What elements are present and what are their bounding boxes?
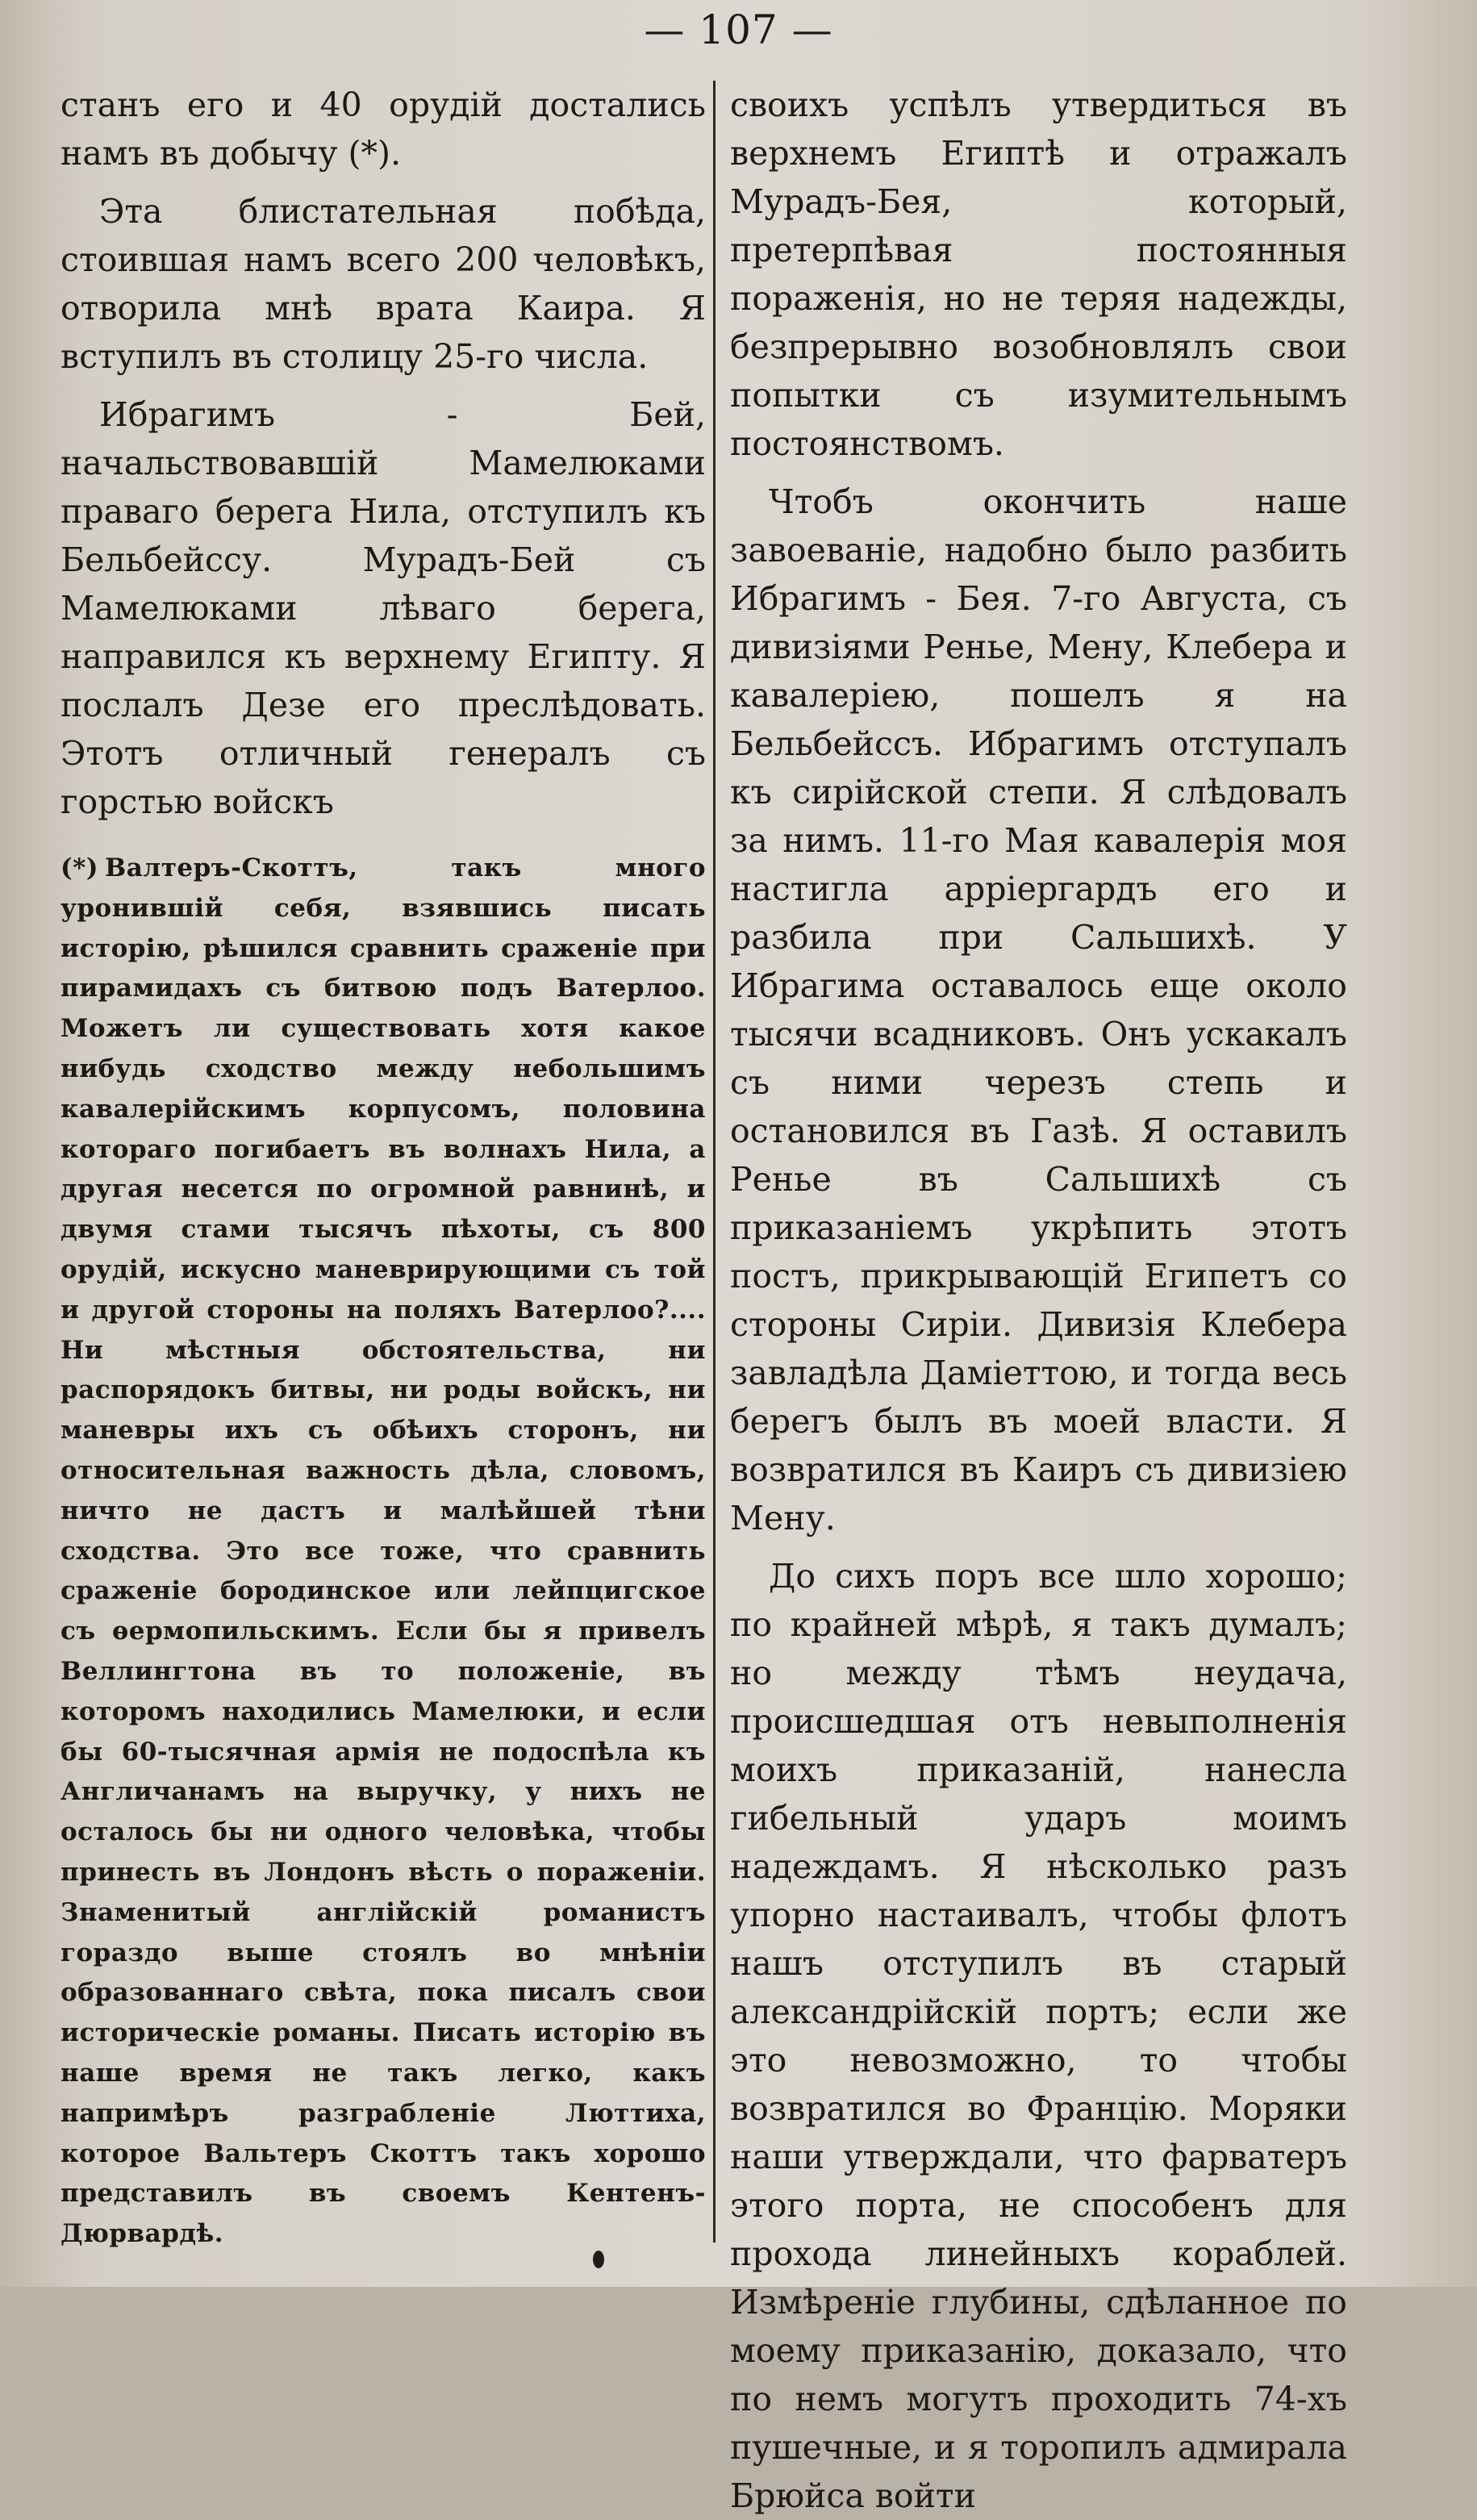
footnote-text: Валтеръ-Скоттъ, такъ много уронившій себя, взявшись писать исторію, рѣшился сравнить сраженіе при пирамидахъ съ битвою подъ Ватерлоо. Можетъ ли существовать хотя какое нибудь сходство между небольшимъ кавалерійскимъ корпусомъ, половина котораго погибаетъ въ волнахъ Нила, а другая несется по огромной равнинѣ, и двумя стами тысячъ пѣхоты, съ 800 орудій, искусно маневрирующими съ той и другой стороны на поляхъ Ватерлоо?.... Ни мѣстныя обстоятельства, ни распорядокъ битвы, ни роды войскъ, ни маневры ихъ съ обѣихъ сторонъ, ни относительная важность дѣла, словомъ, ничто не дастъ и малѣйшей тѣни сходства. Это все тоже, что сравнить сраженіе бородинское или лейпцигское съ ѳермопильскимъ. Если бы я привелъ Веллингтона въ то положеніе, въ которомъ находились Мамелюки, и если бы 60-тысячная армія не подоспѣла къ Англичанамъ на выручку, у нихъ не осталось бы ни одного человѣка, чтобы принесть въ Лондонъ вѣсть о пораженіи. Знаменитый англійскій романистъ гораздо выше стоялъ во мнѣніи образованнаго свѣта, пока писалъ свои историческіе романы. Писать исторію въ наше время не такъ легко, какъ напримѣръ разграбленіе Люттиха, которое Вальтеръ Скоттъ такъ хорошо представилъ въ своемъ Кентенъ-Дюрвардѣ. [60, 853, 706, 2249]
ink-speck [593, 2251, 604, 2268]
footnote-mark: (*) [60, 853, 99, 882]
footnote [60, 849, 706, 2255]
page-number: — 107 — [644, 6, 833, 53]
paragraph: Ибрагимъ - Бей, начальствовавшій Мамелюками праваго берега Нила, отступилъ къ Бельбейссу. Мурадъ-Бей съ Мамелюками лѣваго берега, направился къ верхнему Египту. Я послалъ Дезе его преслѣдовать. Этотъ отличный генералъ съ горстью войскъ [60, 395, 706, 821]
right-column [730, 81, 1347, 2520]
column-divider [713, 81, 716, 2243]
paragraph: Эта блистательная побѣда, стоившая намъ всего 200 человѣкъ, отворила мнѣ врата Каира. Я вступилъ въ столицу 25-го числа. [60, 192, 706, 376]
paragraph: Чтобъ окончить наше завоеваніе, надобно было разбить Ибрагимъ - Бея. 7-го Августа, съ дивизіями Ренье, Мену, Клебера и кавалеріею, пошелъ я на Бельбейссъ. Ибрагимъ отступалъ къ сирійской степи. Я слѣдовалъ за нимъ. 11-го Мая кавалерія моя настигла арріергардъ его и разбила при Сальшихѣ. У Ибрагима оставалось еще около тысячи всадниковъ. Онъ ускакалъ съ ними черезъ степь и остановился въ Газѣ. Я оставилъ Ренье въ Сальшихѣ съ приказаніемъ укрѣпить этотъ постъ, прикрывающій Египетъ со стороны Сиріи. Дивизія Клебера завладѣла Даміеттою, и тогда весь берегъ былъ въ моей власти. Я возвратился въ Каиръ съ дивизіею Мену. [730, 482, 1347, 1537]
paragraph: станъ его и 40 орудій достались намъ въ добычу (*). [60, 86, 706, 173]
left-column [60, 81, 706, 2255]
paragraph: своихъ успѣлъ утвердиться въ верхнемъ Египтѣ и отражалъ Мурадъ-Бея, который, претерпѣвая постоянныя пораженія, но не теряя надежды, безпрерывно возобновлялъ свои попытки съ изумительнымъ постоянствомъ. [730, 86, 1347, 463]
paragraph: До сихъ поръ все шло хорошо; по крайней мѣрѣ, я такъ думалъ; но между тѣмъ неудача, происшедшая отъ невыполненія моихъ приказаній, нанесла гибельный ударъ моимъ надеждамъ. Я нѣсколько разъ упорно настаивалъ, чтобы флотъ нашъ отступилъ въ старый александрійскій портъ; если же это невозможно, то чтобы возвратился во Францію. Моряки наши утверждали, что фарватеръ этого порта, не способенъ для прохода линейныхъ кораблей. Измѣреніе глубины, сдѣланное по моему приказанію, доказало, что по немъ могутъ проходить 74-хъ пушечные, и я торопилъ адмирала Брюйса войти [730, 1557, 1347, 2515]
